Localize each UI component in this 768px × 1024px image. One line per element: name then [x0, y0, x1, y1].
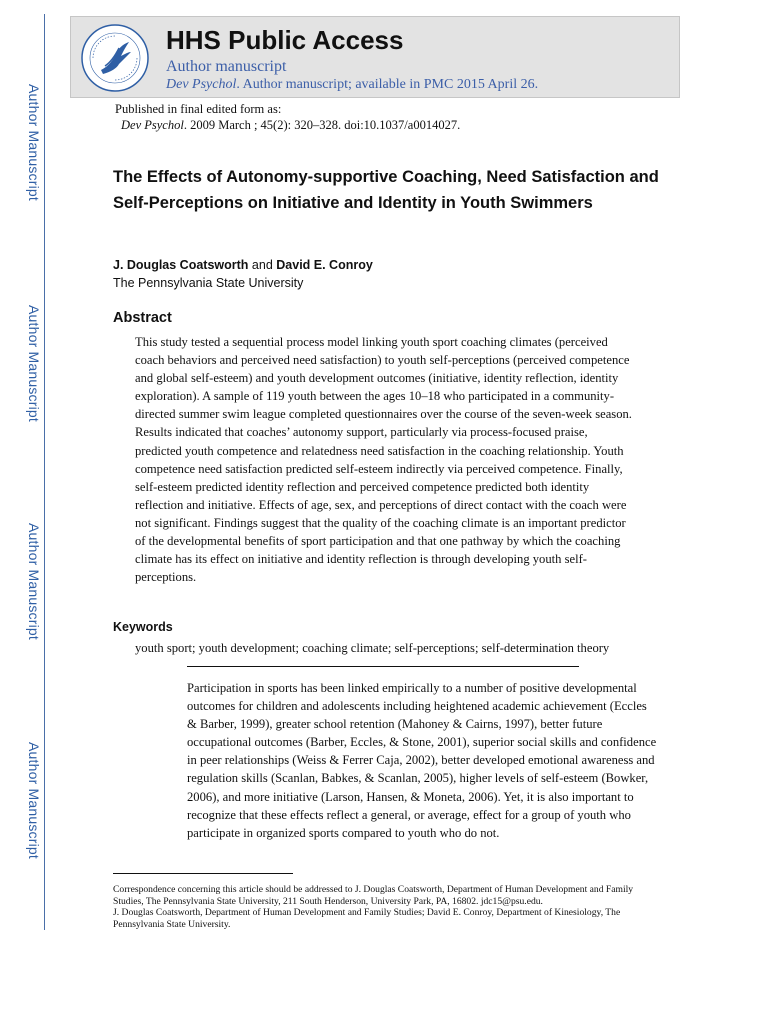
author-name: J. Douglas Coatsworth [113, 258, 249, 272]
margin-label-author-manuscript: Author Manuscript [26, 742, 42, 860]
hhs-eagle-logo-icon [79, 22, 151, 94]
footnote-divider [113, 873, 293, 874]
article-title: The Effects of Autonomy-supportive Coaching, Need Satisfaction and Self-Perceptions on Initiative and Identity in Youth Swimmers [113, 168, 659, 212]
author-name: David E. Conroy [276, 258, 373, 272]
journal-name: Dev Psychol [166, 77, 237, 92]
margin-rule [44, 14, 45, 930]
margin-label-author-manuscript: Author Manuscript [26, 84, 42, 202]
citation-details: . 2009 March ; 45(2): 320–328. doi:10.1037/a0014027. [183, 118, 461, 132]
margin-label-author-manuscript: Author Manuscript [26, 305, 42, 423]
author-conjunction: and [251, 258, 273, 272]
availability-text: . Author manuscript; available in PMC 2015 April 26. [236, 77, 539, 92]
footnotes [113, 884, 653, 930]
publication-note [115, 101, 460, 133]
author-list [113, 258, 373, 272]
section-divider [187, 666, 579, 667]
author-affiliation: The Pennsylvania State University [113, 276, 304, 290]
citation [115, 117, 460, 133]
hhs-public-access-title: HHS Public Access [166, 25, 404, 55]
abstract-text: This study tested a sequential process model linking youth sport coaching climates (perceived coach behaviors and perceived need satisfaction) to youth self-perceptions (perceived competence and global self-esteem) and youth development outcomes (initiative, identity reflection, identity exploration). A sample of 119 youth between the ages 10–18 who participated in a community-directed summer swim league completed questionnaires over the course of the seven-week season. Results indicated that coaches’ autonomy support, particularly via process-focused praise, predicted youth competence and relatedness need satisfaction in the coaching relationship. Youth competence need satisfaction predicted self-esteem indirectly via perceived competence. Finally, self-esteem predicted identity reflection and perceived competence predicted both identity reflection and initiative. Effects of age, sex, and perceptions of direct contact with the coach were not significant. Findings suggest that the quality of the coaching climate is an important predictor of the developmental benefits of sport participation and that one pathway by which the coaching climate has its effect on initiative and identity reflection is through developing youth self-perceptions. [135, 335, 632, 585]
manuscript-availability [166, 77, 538, 93]
margin-label-author-manuscript: Author Manuscript [26, 523, 42, 641]
hhs-header-banner [70, 16, 680, 98]
published-label: Published in final edited form as: [115, 102, 282, 116]
abstract-heading: Abstract [113, 310, 172, 326]
affiliation-note: J. Douglas Coatsworth, Department of Human Development and Family Studies; David E. Conroy, Department of Kinesiology, The Pennsylvania State University. [113, 907, 621, 930]
citation-journal: Dev Psychol [121, 118, 184, 132]
introduction-paragraph: Participation in sports has been linked empirically to a number of positive developmental outcomes for children and adolescents including heightened academic achievement (Eccles & Barber, 1999), greater school retention (Mahoney & Cairns, 1997), better future occupational outcomes (Barber, Eccles, & Stone, 2001), superior social skills and confidence in peer relationships (Weiss & Ferrer Caja, 2002), better developed emotional awareness and regulation skills (Scanlan, Babkes, & Scanlan, 2005), higher levels of self-esteem (Bowker, 2006), and more initiative (Larson, Hansen, & Moneta, 2006). Yet, it is also important to recognize that these effects reflect a general, or average, effect for a group of youth who participate in organized sports compared to youth who do not. [187, 681, 657, 840]
correspondence-note: Correspondence concerning this article should be addressed to J. Douglas Coatsworth, Department of Human Development and Family Studies, The Pennsylvania State University, 211 South Henderson, University Park, PA, 16802. jdc15@psu.edu. [113, 884, 634, 907]
author-manuscript-subtitle: Author manuscript [166, 58, 287, 75]
keywords-text: youth sport; youth development; coaching climate; self-perceptions; self-determination theory [135, 641, 610, 655]
keywords-heading: Keywords [113, 620, 173, 634]
